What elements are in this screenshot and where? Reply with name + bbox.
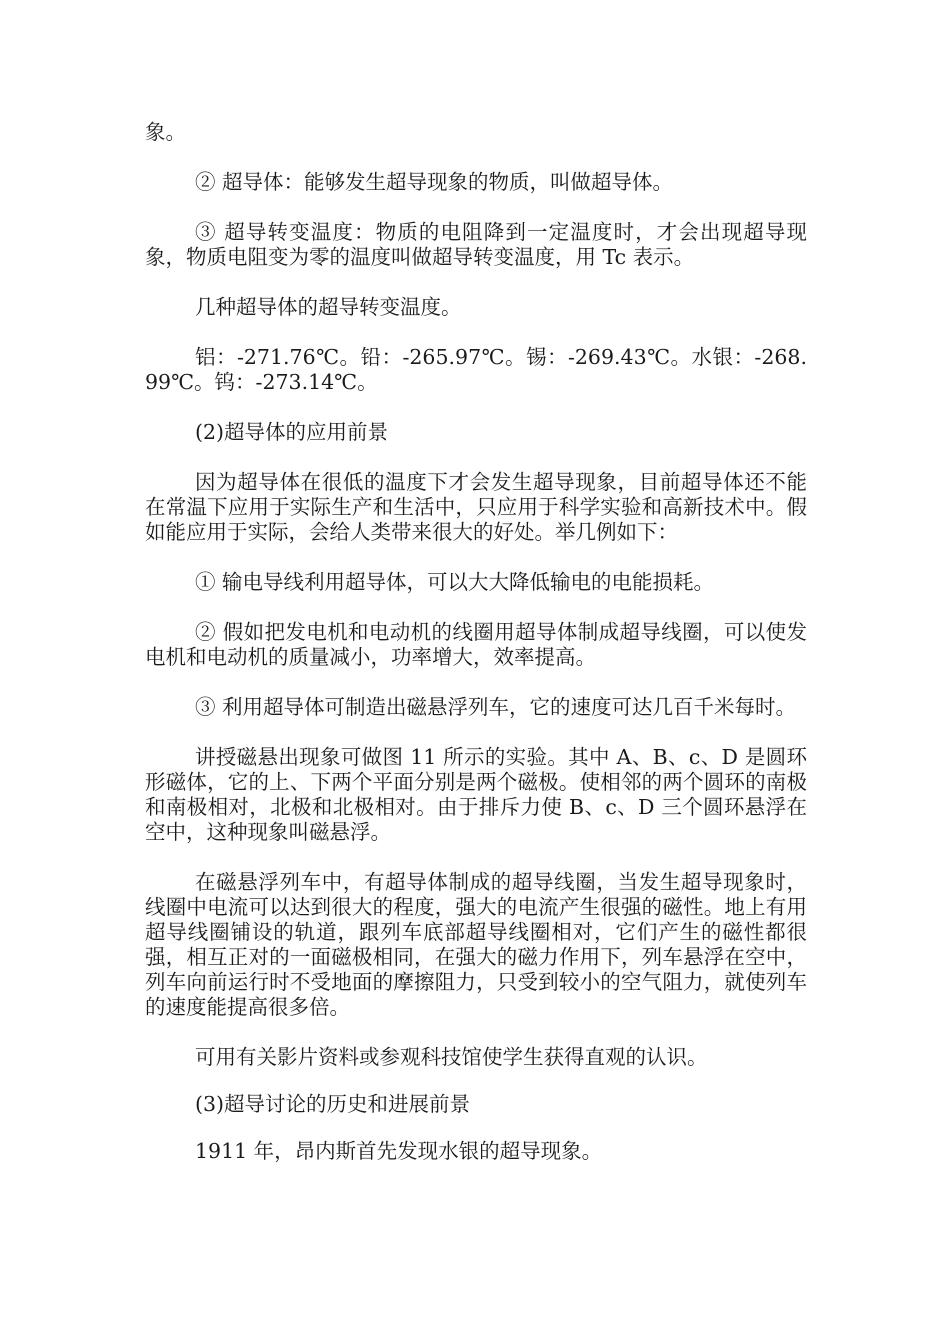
paragraph-temperature-intro: 几种超导体的超导转变温度。 xyxy=(195,295,462,319)
paragraph-applications-intro: 因为超导体在很低的温度下才会发生超导现象，目前超导体还不能在常温下应用于实际生产和生活中，只应用于科学实验和高新技术中。假如能应用于实际，会给人类带来很大的好处。举几例如下： xyxy=(145,470,807,544)
section-heading-history: (3)超导讨论的历史和进展前景 xyxy=(195,1092,471,1116)
paragraph-temperature-values: 铝：-271.76℃。铅：-265.97℃。锡：-269.43℃。水银：-268.99℃。钨：-273.14℃。 xyxy=(145,345,807,394)
paragraph-maglev-train: 在磁悬浮列车中，有超导体制成的超导线圈，当发生超导现象时，线圈中电流可以达到很大的程度，强大的电流产生很强的磁性。地上有用超导线圈铺设的轨道，跟列车底部超导线圈相对，它们产生的磁性都很强，相互正对的一面磁极相同，在强大的磁力作用下，列车悬浮在空中，列车向前运行时不受地面的摩擦阻力，只受到较小的空气阻力，就使列车的速度能提高很多倍。 xyxy=(145,870,807,1019)
section-heading-applications: (2)超导体的应用前景 xyxy=(195,420,389,444)
paragraph-superconductor-definition: ② 超导体：能够发生超导现象的物质，叫做超导体。 xyxy=(195,170,674,194)
paragraph-history-1911: 1911 年，昂内斯首先发现水银的超导现象。 xyxy=(195,1139,603,1163)
paragraph-application-3: ③ 利用超导体可制造出磁悬浮列车，它的速度可达几百千米每时。 xyxy=(195,695,797,719)
paragraph-application-2: ② 假如把发电机和电动机的线圈用超导体制成超导线圈，可以使发电机和电动机的质量减小，功率增大，效率提高。 xyxy=(145,620,807,669)
paragraph-maglev-experiment: 讲授磁悬出现象可做图 11 所示的实验。其中 A、B、c、D 是圆环形磁体，它的上、下两个平面分别是两个磁极。使相邻的两个圆环的南极和南极相对，北极和北极相对。由于排斥力使 B、c、D 三个圆环悬浮在空中，这种现象叫磁悬浮。 xyxy=(145,745,807,844)
paragraph-continuation: 象。 xyxy=(145,120,186,144)
paragraph-teaching-note: 可用有关影片资料或参观科技馆使学生获得直观的认识。 xyxy=(195,1045,708,1069)
paragraph-transition-temperature: ③ 超导转变温度：物质的电阻降到一定温度时，才会出现超导现象，物质电阻变为零的温度叫做超导转变温度，用 Tc 表示。 xyxy=(145,220,807,269)
paragraph-application-1: ① 输电导线利用超导体，可以大大降低输电的电能损耗。 xyxy=(195,570,715,594)
document-body xyxy=(145,120,807,1189)
